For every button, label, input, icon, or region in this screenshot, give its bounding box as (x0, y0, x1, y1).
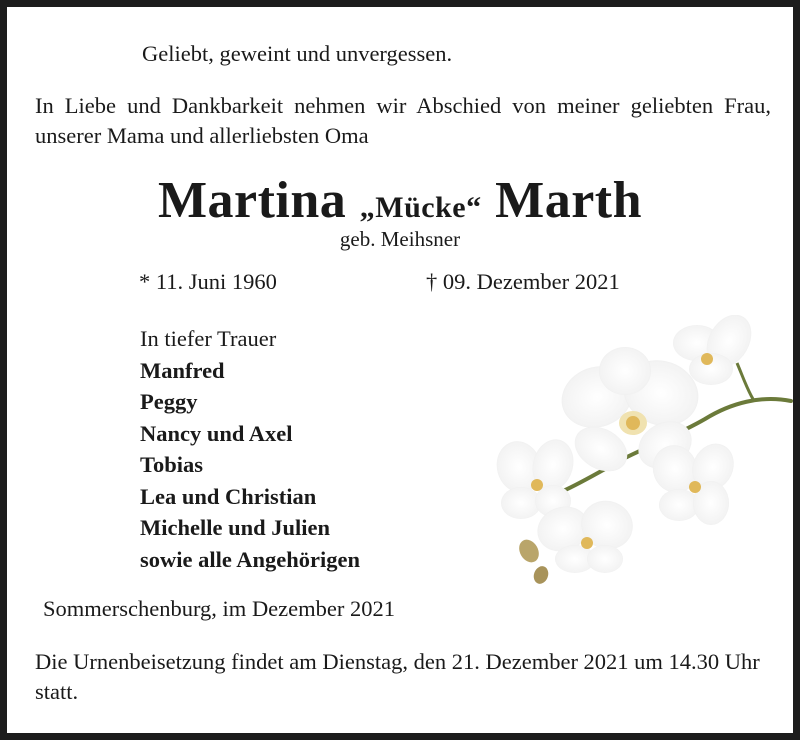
mourner-name: Manfred (140, 357, 225, 383)
orchid-bud (515, 536, 543, 566)
motto: Geliebt, geweint und unvergessen. (142, 41, 453, 66)
funeral-note: Die Urnenbeisetzung findet am Dienstag, den 21. Dezember 2021 um 14.30 Uhr statt. (35, 649, 760, 704)
nickname: „Mücke“ (359, 191, 482, 224)
birth-date: * 11. Juni 1960 (139, 269, 277, 294)
mourner-name: Peggy (140, 389, 198, 414)
death-date: † 09. Dezember 2021 (426, 269, 620, 294)
orchid-image (491, 315, 797, 587)
mourner-name: Michelle und Julien (140, 515, 331, 540)
orchid-stem-top (737, 363, 753, 399)
mourner-name: Lea und Christian (140, 483, 317, 509)
orchid-flower (491, 435, 579, 519)
deceased-name (7, 171, 793, 230)
mourners-list (140, 323, 360, 575)
intro-text: In Liebe und Dankbarkeit nehmen wir Abschied von meiner geliebten Frau, unserer Mama und allerliebsten Oma (35, 93, 771, 148)
birth-name: geb. Meihsner (339, 227, 461, 251)
first-name: Martina (157, 172, 347, 229)
mourner-name: Nancy und Axel (140, 420, 293, 446)
mourner-name: Tobias (140, 452, 203, 477)
mourning-heading: In tiefer Trauer (140, 326, 277, 351)
mourner-name: sowie alle Angehörigen (140, 546, 360, 572)
place-date: Sommerschenburg, im Dezember 2021 (43, 596, 396, 621)
last-name: Marth (495, 172, 643, 229)
orchid-bud (531, 564, 550, 586)
